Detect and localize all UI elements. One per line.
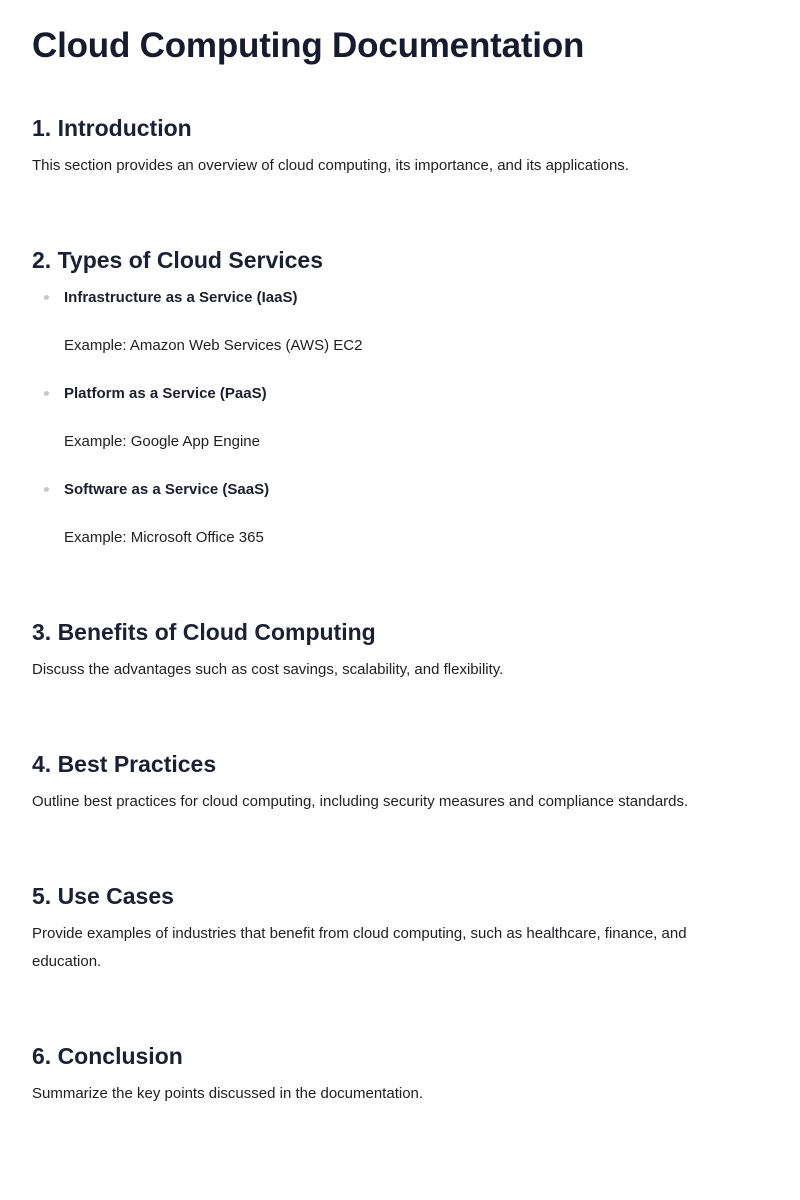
service-name: Platform as a Service (PaaS) bbox=[64, 385, 267, 402]
section-body-introduction: This section provides an overview of cloud computing, its importance, and its applications. bbox=[32, 157, 629, 174]
section-body-benefits: Discuss the advantages such as cost savings, scalability, and flexibility. bbox=[32, 661, 504, 678]
service-example: Example: Google App Engine bbox=[64, 433, 260, 450]
page-title: Cloud Computing Documentation bbox=[32, 26, 585, 65]
section-benefits bbox=[32, 616, 722, 678]
section-use-cases bbox=[32, 880, 722, 970]
section-heading-best-practices: 4. Best Practices bbox=[32, 751, 217, 777]
section-heading-use-cases: 5. Use Cases bbox=[32, 883, 174, 909]
section-best-practices bbox=[32, 748, 722, 810]
services-list bbox=[32, 284, 732, 572]
service-item-iaas bbox=[32, 284, 732, 380]
section-body-best-practices: Outline best practices for cloud computing, including security measures and compliance standards. bbox=[32, 793, 689, 810]
section-heading-introduction: 1. Introduction bbox=[32, 115, 192, 141]
service-example: Example: Microsoft Office 365 bbox=[64, 529, 264, 546]
bullet-icon bbox=[44, 295, 49, 300]
service-example: Example: Amazon Web Services (AWS) EC2 bbox=[64, 337, 363, 354]
section-types-of-cloud-services bbox=[32, 244, 722, 546]
bullet-icon bbox=[44, 391, 49, 396]
section-heading-benefits: 3. Benefits of Cloud Computing bbox=[32, 619, 376, 645]
service-item-saas bbox=[32, 476, 732, 572]
service-item-paas bbox=[32, 380, 732, 476]
service-name: Infrastructure as a Service (IaaS) bbox=[64, 289, 298, 306]
section-body-conclusion: Summarize the key points discussed in the documentation. bbox=[32, 1085, 424, 1102]
service-name: Software as a Service (SaaS) bbox=[64, 481, 270, 498]
section-conclusion bbox=[32, 1040, 722, 1102]
bullet-icon bbox=[44, 487, 49, 492]
section-introduction bbox=[32, 112, 722, 174]
section-body-use-cases: Provide examples of industries that benefit from cloud computing, such as healthcare, finance, and education. bbox=[32, 925, 687, 970]
section-heading-types: 2. Types of Cloud Services bbox=[32, 247, 324, 273]
section-heading-conclusion: 6. Conclusion bbox=[32, 1043, 183, 1069]
